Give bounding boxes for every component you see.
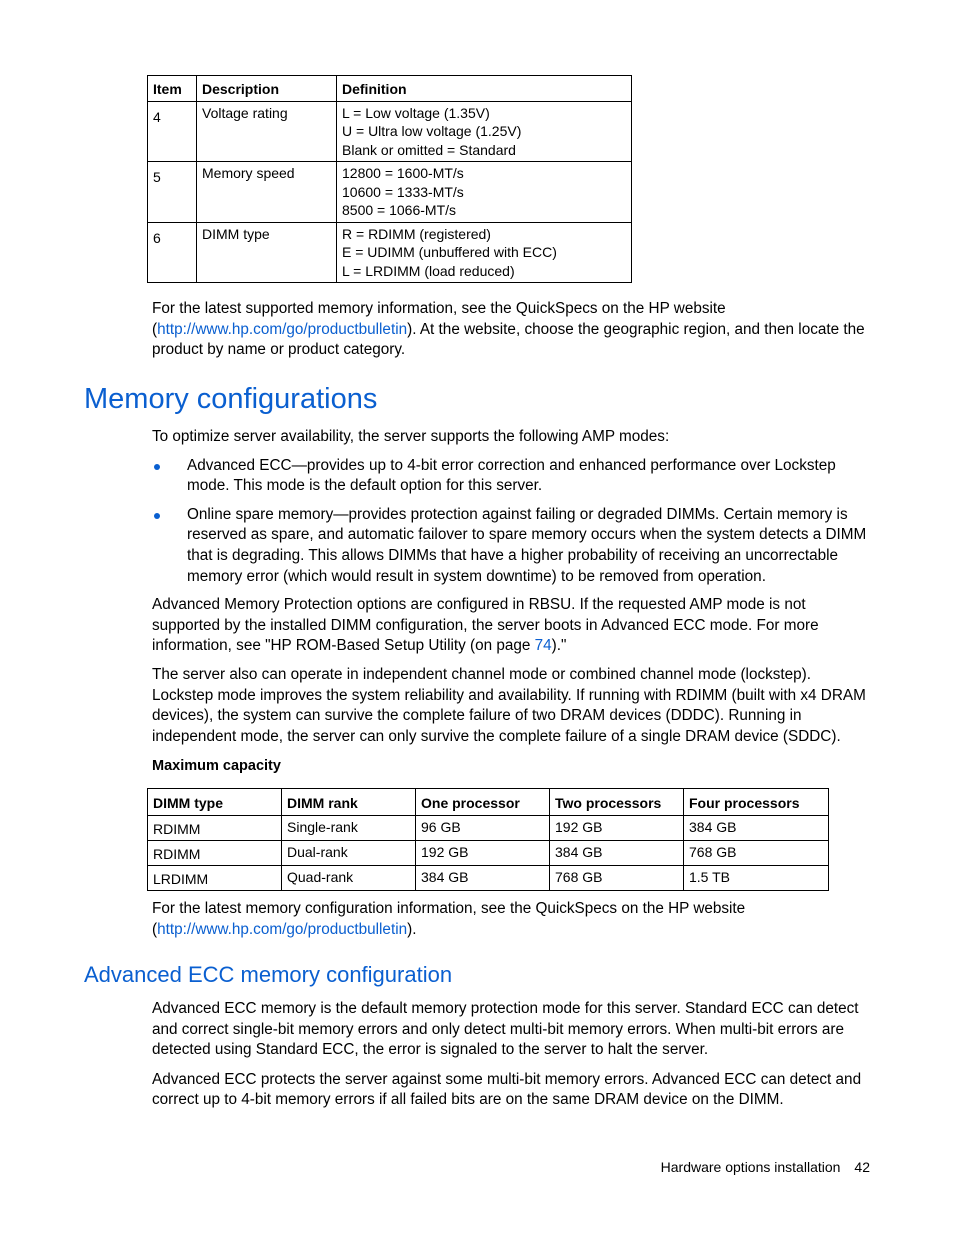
config-text: For the latest memory configuration information, see the QuickSpecs on the HP website: [152, 900, 746, 917]
definition-line: L = Low voltage (1.35V): [342, 104, 490, 121]
page-reference-link[interactable]: 74: [534, 637, 552, 655]
advanced-ecc-heading: Advanced ECC memory configuration: [84, 962, 453, 987]
table-header-row: [148, 789, 829, 816]
maximum-capacity-table: [147, 788, 829, 891]
definition-cell: [337, 162, 632, 223]
table-cell: Quad-rank: [282, 866, 416, 891]
description-cell: Voltage rating: [197, 101, 337, 162]
column-header: DIMM rank: [282, 789, 416, 816]
column-header: Two processors: [550, 789, 684, 816]
description-cell: DIMM type: [197, 222, 337, 283]
table-cell: LRDIMM: [148, 866, 282, 891]
item-definition-table: [147, 75, 632, 283]
column-header: Description: [197, 76, 337, 102]
amp-text: Advanced Memory Protection options are configured in RBSU. If the requested AMP mode is not supported by the installed DIMM configuration, the server boots in Advanced ECC mode. For more information, see "HP ROM-Based Setup Utility (on page: [152, 596, 819, 655]
amp-mode-list: [152, 456, 870, 588]
table-row: [148, 841, 829, 866]
table-row: [148, 101, 632, 162]
item-cell: 5: [148, 162, 197, 223]
config-text-tail: ).: [407, 920, 417, 938]
table-cell: 96 GB: [416, 816, 550, 841]
config-paragraph: [152, 899, 870, 940]
definition-line: U = Ultra low voltage (1.25V): [342, 123, 522, 139]
table-cell: RDIMM: [148, 841, 282, 866]
table-cell: 384 GB: [550, 841, 684, 866]
page-number: 42: [854, 1159, 870, 1175]
list-item: [152, 505, 870, 587]
footer-section-title: Hardware options installation: [660, 1159, 841, 1175]
bullet-text: Advanced ECC—provides up to 4-bit error correction and enhanced performance over Lockstep mode. This mode is the default option for this server.: [187, 456, 836, 495]
amp-text-tail: ).": [551, 637, 567, 655]
table-cell: 1.5 TB: [684, 866, 829, 891]
definition-cell: [337, 222, 632, 283]
bullet-icon: [154, 513, 160, 519]
definition-line: 12800 = 1600-MT/s: [342, 165, 464, 181]
advanced-ecc-paragraph: Advanced ECC protects the server against some multi-bit memory errors. Advanced ECC can detect and correct up to 4-bit memory errors if all failed bits are on the same DRAM device on the DIMM.: [152, 1070, 862, 1109]
table-row: [148, 222, 632, 283]
memory-configurations-heading: Memory configurations: [84, 383, 378, 415]
intro-paragraph: [152, 299, 870, 361]
advanced-ecc-paragraph: Advanced ECC memory is the default memory protection mode for this server. Standard ECC can detect and correct single-bit memory errors and only detect multi-bit memory errors. When multi-bit errors are detected using Standard ECC, the error is signaled to the server to halt the server.: [152, 1000, 859, 1059]
advanced-ecc-section: [152, 999, 870, 1111]
column-header: Definition: [337, 76, 632, 102]
table-cell: Dual-rank: [282, 841, 416, 866]
table-row: [148, 866, 829, 891]
amp-lead-text: To optimize server availability, the server supports the following AMP modes:: [152, 428, 670, 445]
page-footer: [661, 1159, 870, 1175]
table-cell: RDIMM: [148, 816, 282, 841]
column-header: Four processors: [684, 789, 829, 816]
table-cell: 192 GB: [550, 816, 684, 841]
productbulletin-link[interactable]: http://www.hp.com/go/productbulletin: [157, 320, 408, 338]
memory-configurations-section: [152, 427, 870, 777]
definition-line: 10600 = 1333-MT/s: [342, 183, 464, 200]
list-item: [152, 456, 870, 497]
column-header: DIMM type: [148, 789, 282, 816]
column-header: Item: [148, 76, 197, 102]
definition-line: E = UDIMM (unbuffered with ECC): [342, 244, 557, 260]
channel-mode-paragraph: The server also can operate in independent channel mode or combined channel mode (lockstep). Lockstep mode improves the system reliability and availability. If running with RDIMM (built with x4 DRAM devices), the system can survive the complete failure of two DRAM devices (DDDC). Running in independent mode, the server can only survive the complete failure of a single DRAM device (SDDC).: [152, 665, 866, 745]
amp-options-paragraph: [152, 595, 870, 657]
definition-line: 8500 = 1066-MT/s: [342, 202, 457, 218]
item-cell: 4: [148, 101, 197, 162]
table-cell: 768 GB: [684, 841, 829, 866]
table-cell: Single-rank: [282, 816, 416, 841]
maximum-capacity-label: Maximum capacity: [152, 758, 281, 775]
column-header: One processor: [416, 789, 550, 816]
item-cell: 6: [148, 222, 197, 283]
table-row: [148, 816, 829, 841]
table-cell: 192 GB: [416, 841, 550, 866]
paren-open: (: [152, 320, 158, 338]
table-header-row: [148, 76, 632, 102]
table-cell: 384 GB: [684, 816, 829, 841]
intro-text: For the latest supported memory information, see the QuickSpecs on the HP website: [152, 300, 726, 317]
table-row: [148, 162, 632, 223]
intro-text-tail: ). At the website, choose the geographic region, and then locate the product by name or product category.: [152, 320, 865, 359]
definition-line: Blank or omitted = Standard: [342, 141, 516, 158]
bullet-text: Online spare memory—provides protection against failing or degraded DIMMs. Certain memory is reserved as spare, and automatic failover to spare memory occurs when the system detects a DIMM that is degrading. This allows DIMMs that have a higher probability of receiving an uncorrectable memory error (which would result in system downtime) to be removed from operation.: [187, 505, 867, 585]
bullet-icon: [154, 464, 160, 470]
table-cell: 384 GB: [416, 866, 550, 891]
table-cell: 768 GB: [550, 866, 684, 891]
definition-line: R = RDIMM (registered): [342, 225, 491, 242]
productbulletin-link[interactable]: http://www.hp.com/go/productbulletin: [157, 920, 408, 938]
definition-cell: [337, 101, 632, 162]
paren-open: (: [152, 920, 158, 938]
definition-line: L = LRDIMM (load reduced): [342, 262, 515, 279]
description-cell: Memory speed: [197, 162, 337, 223]
